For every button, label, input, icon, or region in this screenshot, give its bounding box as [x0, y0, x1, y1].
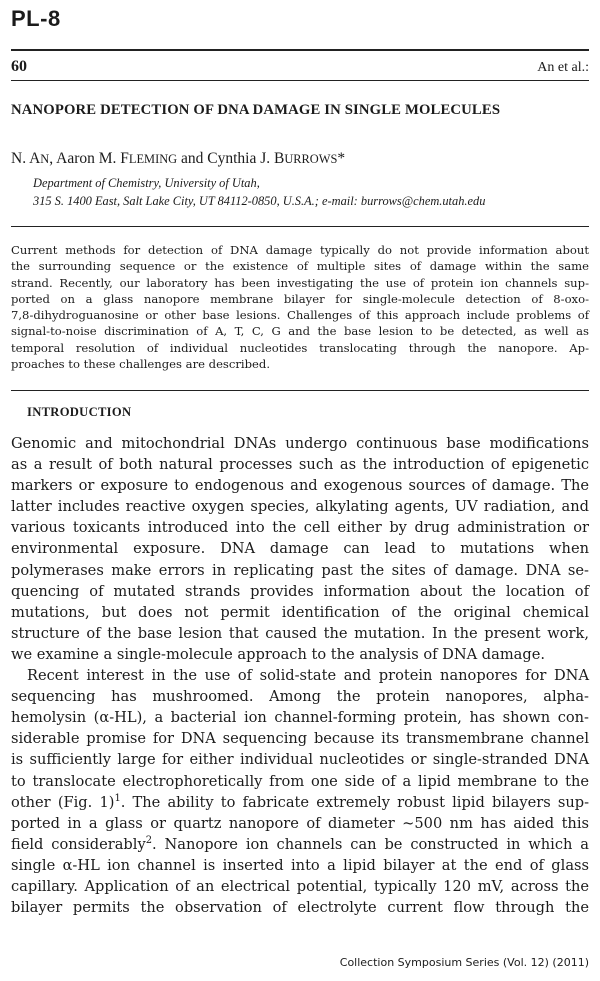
abstract-line: 7,8-dihydroguanosine or other base lesions. Challenges of this approach include problems of — [11, 308, 589, 323]
author-2: Aaron M. FLEMING — [56, 150, 178, 167]
running-head: An et al.: — [537, 60, 589, 75]
body-line: single α-HL ion channel is inserted into a lipid bilayer at the end of glass — [11, 856, 589, 874]
body-line: field considerably$^2$. Nanopore ion channels can be constructed in which a — [11, 834, 589, 853]
body-line: other (Fig. 1)$^1$. The ability to fabricate extremely robust lipid bilayers sup- — [11, 792, 590, 811]
body-line: siderable promise for DNA sequencing because its transmembrane channel — [11, 730, 589, 748]
body-line: latter includes reactive oxygen species, alkylating agents, UV radiation, and — [11, 498, 589, 516]
body-line: polymerases make errors in replicating past the sites of damage. DNA se- — [11, 561, 589, 579]
author-1: N. AN — [11, 150, 50, 167]
body-line: bilayer permits the observation of electrolyte current flow through the — [11, 899, 589, 917]
top-rule — [11, 49, 589, 51]
body-line: to translocate electrophoretically from one side of a lipid membrane to the — [11, 772, 589, 790]
citation-1: 1 — [114, 792, 121, 804]
header-rule — [11, 80, 589, 81]
abstract-line: temporal resolution of individual nucleotides translocating through the nanopore. Ap- — [11, 340, 589, 355]
body-line: as a result of both natural processes such as the introduction of epigenetic — [11, 456, 589, 474]
page-footer: Collection Symposium Series (Vol. 12) (2011) — [339, 956, 589, 969]
abstract-line: ported on a glass nanopore membrane bilayer for single-molecule detection of 8-oxo- — [11, 291, 589, 306]
body-line: Genomic and mitochondrial DNAs undergo continuous base modifications — [11, 435, 589, 452]
body-text — [11, 433, 589, 918]
abstract-top-rule — [11, 226, 589, 227]
affiliation-line-1: Department of Chemistry, University of Utah, — [33, 176, 260, 190]
body-line: is sufficiently large for either individual nucleotides or single-stranded DNA — [11, 751, 589, 769]
page-number: 60 — [11, 58, 27, 75]
paragraph-1 — [11, 433, 589, 665]
body-line: we examine a single-molecule approach to the analysis of DNA damage. — [11, 645, 545, 663]
author-3: Cynthia J. BURROWS* — [207, 150, 346, 167]
corresponding-mark: * — [337, 150, 346, 167]
paragraph-2 — [11, 665, 589, 918]
abstract-line: proaches to these challenges are described. — [11, 357, 271, 372]
body-line: environmental exposure. DNA damage can lead to mutations when — [11, 540, 589, 558]
author-list: N. AN, Aaron M. FLEMING and Cynthia J. BURROWS* — [11, 150, 346, 167]
body-line: various toxicants introduced into the cell either by drug administration or — [11, 519, 589, 537]
section-heading: INTRODUCTION — [27, 405, 132, 419]
body-line: mutations, but does not permit identification of the original chemical — [11, 603, 589, 621]
abstract-line: the surrounding sequence or the existence of multiple sites of damage within the same — [11, 259, 589, 274]
body-line: structure of the base lesion that caused the mutation. In the present work, — [11, 624, 589, 642]
affiliation-line-2: 315 S. 1400 East, Salt Lake City, UT 84112-0850, U.S.A.; e-mail: burrows@chem.utah.edu — [33, 194, 486, 208]
abstract-line: signal-to-noise discrimination of A, T, C, G and the base lesion to be detected, as well as — [11, 324, 589, 339]
paper-title: NANOPORE DETECTION OF DNA DAMAGE IN SINGLE MOLECULES — [11, 102, 501, 118]
body-line: quencing of mutated strands provides information about the location of — [11, 582, 589, 600]
body-line: Recent interest in the use of solid-state and protein nanopores for DNA — [27, 667, 589, 685]
abstract-bottom-rule — [11, 390, 589, 391]
abstract-line: strand. Recently, our laboratory has been investigating the use of protein ion channels sup- — [11, 275, 589, 290]
body-line: capillary. Application of an electrical potential, typically 120 mV, across the — [11, 877, 589, 895]
body-line: ported in a glass or quartz nanopore of diameter ~500 nm has aided this — [11, 814, 589, 832]
abstract — [11, 242, 589, 372]
abstract-line: Current methods for detection of DNA damage typically do not provide information about — [11, 243, 589, 257]
paper-code: PL-8 — [11, 6, 61, 31]
body-line: markers or exposure to endogenous and exogenous sources of damage. The — [11, 477, 589, 495]
citation-2: 2 — [145, 834, 153, 846]
body-line: hemolysin (α-HL), a bacterial ion channel-forming protein, has shown con- — [11, 709, 589, 727]
body-line: sequencing has mushroomed. Among the protein nanopores, alpha- — [11, 688, 589, 706]
